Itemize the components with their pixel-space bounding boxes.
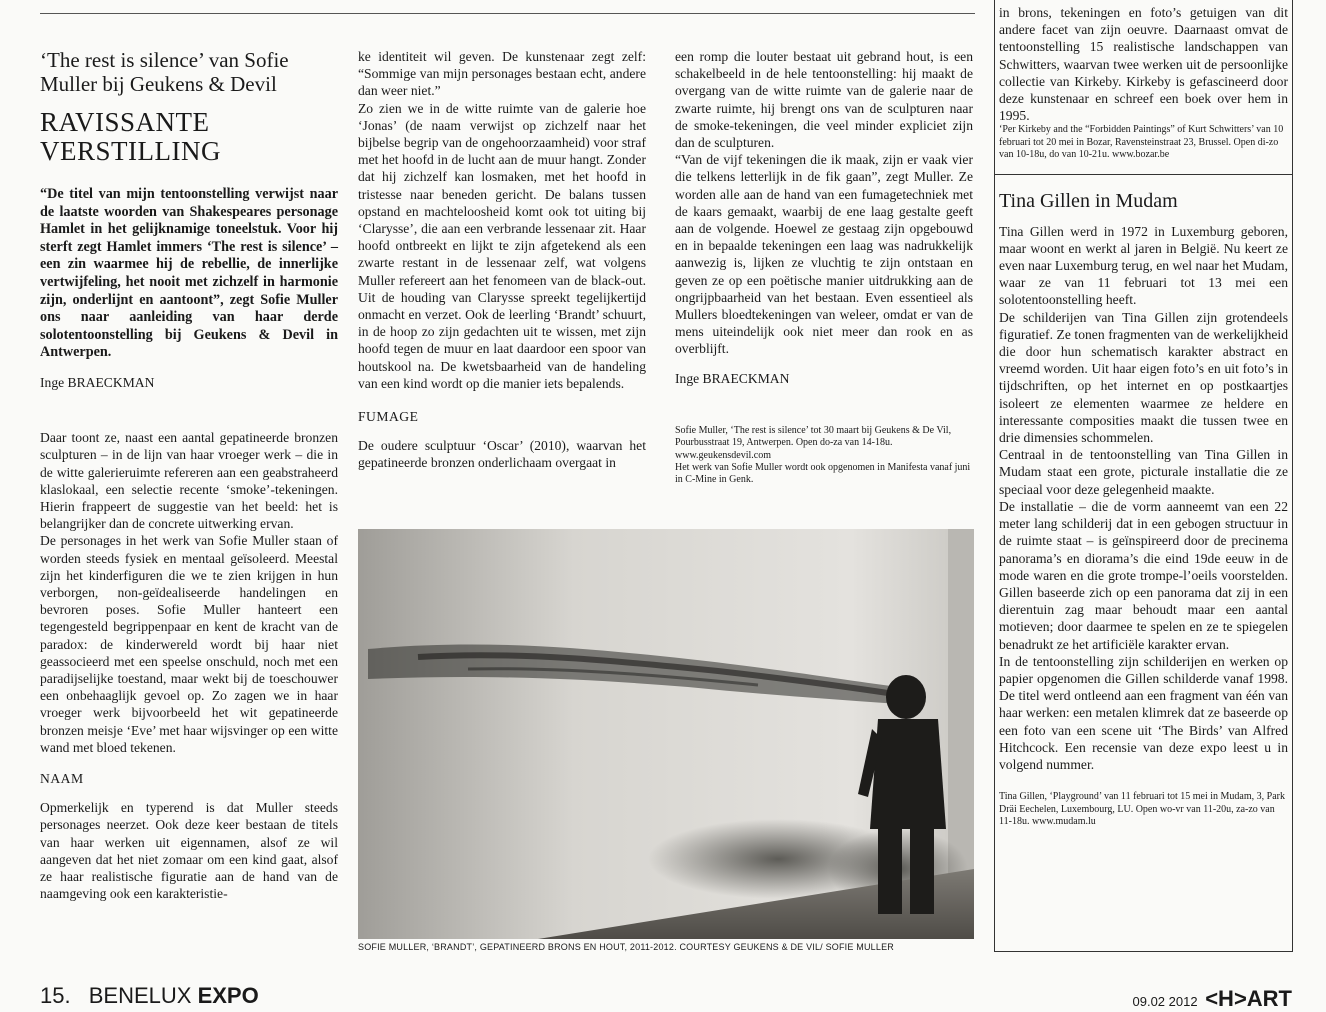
article-headline: RAVISSANTE VERSTILLING — [40, 107, 221, 166]
sidebar-divider — [995, 174, 1292, 175]
article-paragraph: “Van de vijf tekeningen die ik maak, zijn er vaak vier die telkens letterlijk in de fik gaan”, zegt Muller. Ze worden alle aan de hand van een fumagetechniek met de kaars gemaakt, waarbij de ene laag gestalte geeft aan de volgende. Hoewel ze gestaag zijn opgebouwd en in bepaalde tekeningen een laag was nadrukkelijk aanwezig is, lijken ze vluchtig te zijn ontstaan en geven ze op een poëtische manier uitdrukking aan de ongrijpbaarheid van het bestaan. Even essentieel als Mullers bloedtekeningen van weleer, omdat er van de mens uiteindelijk ook niet meer dan rook en as overblijft. — [675, 152, 973, 357]
top-rule — [40, 13, 975, 14]
article-kicker: ‘The rest is silence’ van Sofie Muller bij Geukens & Devil — [40, 48, 289, 96]
issue-date: 09.02 2012 — [1132, 994, 1198, 1009]
article-paragraph: een romp die louter bestaat uit gebrand hout, is een schakelbeeld in de hele tentoonstelling: hij maakt de overgang van de witte ruimte van de galerie naar de zwarte ruimte, hij brengt ons van de sculpturen naar de smoke-tekeningen, die veel minder expliciet zijn dan de sculpturen. — [675, 49, 973, 151]
sidebar-paragraph: Centraal in de tentoonstelling van Tina Gillen in Mudam staat een grote, picturale installatie die ze speciaal voor deze gelegenheid maakte. — [999, 447, 1288, 497]
sidebar-box — [994, 0, 1293, 952]
article-column-1 — [40, 48, 338, 902]
section-name: BENELUX — [88, 983, 192, 1008]
article-subhead-fumage: FUMAGE — [358, 409, 419, 425]
article-paragraph: De oudere sculptuur ‘Oscar’ (2010), waarvan het gepatineerde bronzen onderlichaam overgaat in — [358, 438, 646, 471]
section-name-bold: EXPO — [197, 983, 259, 1008]
sidebar-top-text: in brons, tekeningen en foto’s getuigen van dit andere facet van zijn oeuvre. Daarnaast omvat de tentoonstelling 15 realistische landschappen van Schwitters, waarvan twee werken uit de persoonlijke collectie van Kirkeby. Kirkeby is gefascineerd door deze kunstenaar en schreef een boek over hem in 1995. — [999, 5, 1288, 124]
manifesta-note: Het werk van Sofie Muller wordt ook opgenomen in Manifesta vanaf juni in C-Mine in Genk. — [675, 462, 971, 486]
article-column-2 — [358, 48, 646, 472]
sidebar-paragraph: In de tentoonstelling zijn schilderijen en werken op papier opgenomen die Gillen schilderde vanaf 1998. De titel werd ontleend aan een fragment van één van haar werken: een metalen klimrek dat ze baseerde op een foto van een scene uit ‘The Birds’ van Alfred Hitchcock. Een recensie van deze expo leest u in volgend nummer. — [999, 653, 1288, 772]
sidebar-paragraph: De schilderijen van Tina Gillen zijn grotendeels figuratief. Ze tonen fragmenten van de werkelijkheid die door hun schematisch karakter abstract en vreemd worden. Uit haar eigen foto’s en uit foto’s in tijdschriften, op het internet en op postkaartjes isoleert ze elementen waarmee ze heldere en interessante composities maakt die tussen twee en drie dimensies schommelen. — [999, 309, 1288, 446]
sidebar-paragraph: De installatie – die de vorm aanneemt van een 22 meter lang schilderij dat in een gebogen structuur in de ruimte staat – is geïnspireerd door de precinema panorama’s en diorama’s die eind 19de eeuw in de mode waren en die grote trompe-l’oeils voorstelden. Gillen baseerde zich op een panorama dat zij in een dierentuin zag maar behoudt maar een aantal motieven; door daarmee te spelen en ze te spiegelen benadrukt ze het artificiële karakter ervan. — [999, 498, 1288, 652]
article-paragraph: Daar toont ze, naast een aantal gepatineerde bronzen sculpturen – in de lijn van haar vroeger werk – die in de witte galerieruimte refereren aan een geabstraheerd klaslokaal, een selectie recente ‘smoke’-tekeningen. Hierin frappeert de suggestie van het beeld: het is belangrijker dan de concrete uitwerking ervan. — [40, 430, 338, 532]
sidebar-content — [999, 4, 1288, 828]
photo-caption: SOFIE MULLER, ‘BRANDT’, GEPATINEERD BRONS EN HOUT, 2011-2012. COURTESY GEUKENS & DE VIL/ SOFIE MULLER — [358, 942, 894, 952]
footer-section — [40, 983, 259, 1009]
article-paragraph: Opmerkelijk en typerend is dat Muller steeds personages neerzet. Ook deze keer bestaan de titels van haar werken uit eigennamen, alsof ze wil aangeven dat het niet zomaar om een kind gaat, alsof ze haar realistische figuratie aan de hand van de naamgeving ook een karakteristie- — [40, 800, 338, 902]
page-number: 15. — [40, 983, 71, 1008]
brand-logo: <H>ART — [1205, 986, 1292, 1011]
article-column-3 — [675, 48, 973, 487]
article-lead: “De titel van mijn tentoonstelling verwijst naar de laatste woorden van Shakespeares personage Hamlet in het gelijknamige toneelstuk. Voor hij sterft zegt Hamlet immers ‘The rest is silence’ – een zin waarmee hij de rebellie, de innerlijke vertwijfeling, het nooit met zichzelf in harmonie zijn, onderlijnt en aantoont”, zegt Sofie Muller ons naar aanleiding van haar derde solotentoonstelling bij Geukens & Devil in Antwerpen. — [40, 186, 338, 361]
article-paragraph: De personages in het werk van Sofie Muller staan of worden steeds fysiek en mentaal geïsoleerd. Meestal zijn het kinderfiguren die we te zien krijgen in hun verborgen, non-geïdealiseerde handelingen en bevroren poses. Sofie Muller hanteert een tegengesteld begrippenpaar en kent de kracht van de paradox: de kinderwereld wordt bij haar niet geassocieerd met een speelse onschuld, noch met een paradijselijke toestand, maar wekt bij de toeschouwer een onbehaaglijk gevoel op. Zo zagen we in haar vroeger werk bijvoorbeeld het wit gepatineerde bronzen meisje ‘Eve’ met haar wijsvinger op een witte wand met bloed tekenen. — [40, 533, 338, 755]
artwork-photo — [358, 529, 974, 939]
exhibition-note: Sofie Muller, ‘The rest is silence’ tot 30 maart bij Geukens & De Vil, Pourbusstraat 19, Antwerpen. Open do-za van 14-18u. www.geukensdevil.com — [675, 424, 952, 461]
sidebar-bottom-note: Tina Gillen, ‘Playground’ van 11 februari tot 15 mei in Mudam, 3, Park Dräi Eechelen, Luxembourg, LU. Open wo-vr van 11-20u, za-zo van 11-18u. www.mudam.lu — [999, 791, 1285, 827]
sidebar-heading: Tina Gillen in Mudam — [999, 189, 1178, 212]
sidebar-paragraph: Tina Gillen werd in 1972 in Luxemburg geboren, maar woont en werkt al jaren in België. Nu keert ze even naar Luxemburg terug, en wel naar het Mudam, waar ze van 11 februari tot 13 mei een solotentoonstelling heeft. — [999, 223, 1288, 308]
article-byline: Inge BRAECKMAN — [40, 374, 155, 390]
article-paragraph: ke identiteit wil geven. De kunstenaar zegt zelf: “Sommige van mijn personages bestaan echt, andere dan weer niet.” — [358, 49, 646, 99]
sidebar-top-note: ‘Per Kirkeby and the “Forbidden Paintings” of Kurt Schwitters’ van 10 februari tot 20 mei in Bozar, Ravensteinstraat 23, Brussel. Open di-zo van 10-18u, do van 10-21u. www.bozar.be — [999, 124, 1284, 161]
article-byline-2: Inge BRAECKMAN — [675, 370, 790, 386]
footer-masthead — [1133, 986, 1293, 1012]
article-paragraph: Zo zien we in de witte ruimte van de galerie hoe ‘Jonas’ (de naam verwijst op zichzelf naar het bijbelse begrip van de ongehoorzaamheid) voor straf met het hoofd in de lucht aan de muur hangt. Zonder dat hij zichzelf kan losmaken, met het hoofd in tristesse naar beneden gericht. De balans tussen opstand en machteloosheid komt ook tot uiting bij ‘Clarysse’, die aan een verbrande lessenaar zit. Haar hoofd ontbreekt en lijkt te zijn afgetekend als een zwarte restant in de lessenaar zelf, wat volgens Muller refereert aan het fenomeen van de black-out. Uit de houding van Clarysse spreekt tegelijkertijd onmacht en verzet. Ook de leerling ‘Brandt’ schuurt, in de hoop zo zijn gedachten uit te wissen, met zijn hoofd tegen de muur en laat daardoor een spoor van houtskool na. De kwetsbaarheid van de handeling van een kind wordt op die manier iets bepalends. — [358, 100, 646, 391]
article-subhead-naam: NAAM — [40, 771, 84, 786]
